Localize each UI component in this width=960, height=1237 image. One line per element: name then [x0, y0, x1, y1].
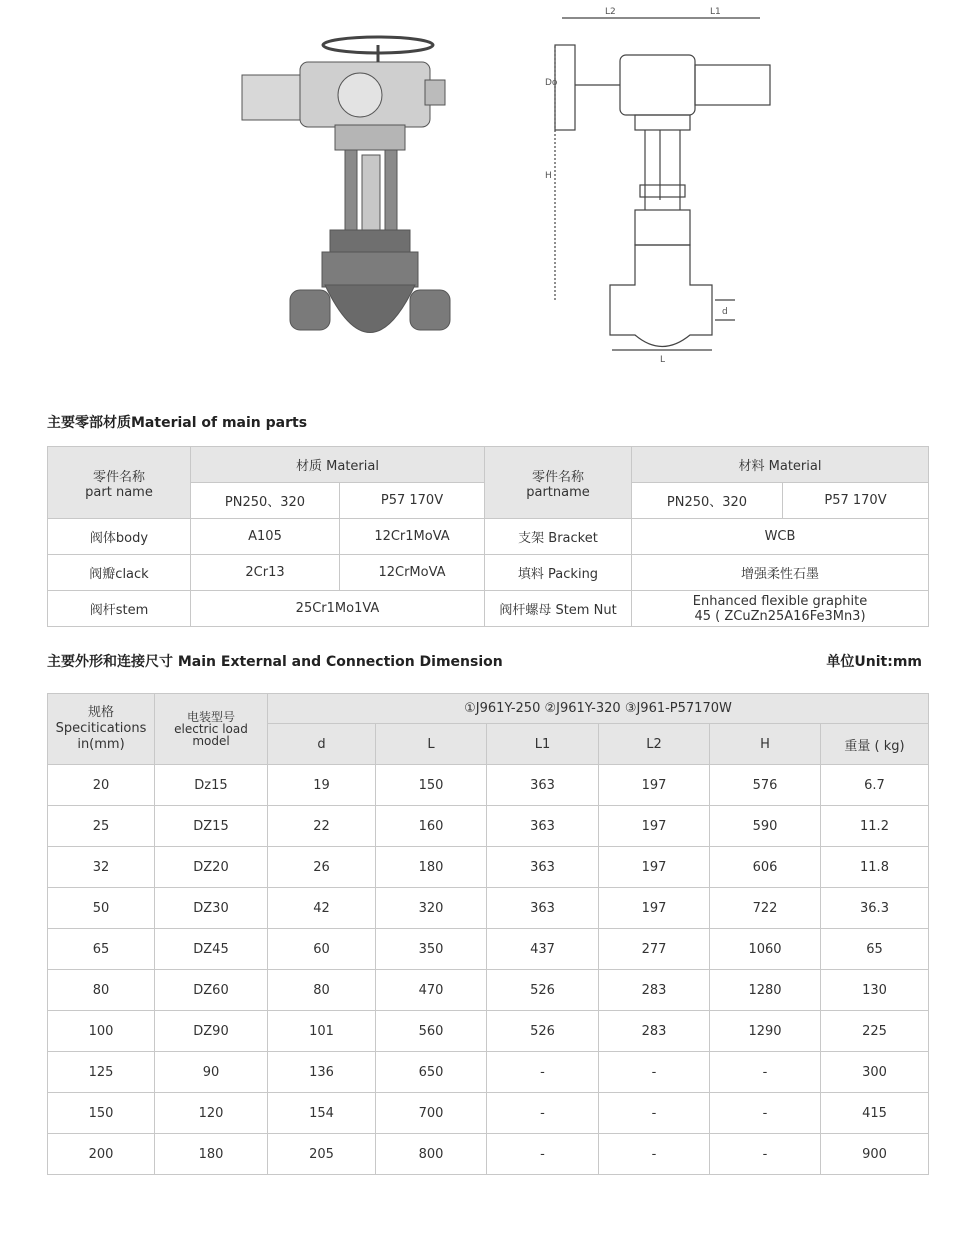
table-cell: 1290	[710, 1011, 821, 1052]
table-row	[48, 765, 929, 806]
valve-photo	[242, 37, 450, 333]
table-cell: 11.8	[821, 847, 929, 888]
table-row	[48, 1011, 929, 1052]
table-cell: 180	[155, 1134, 268, 1175]
valve-drawing	[555, 18, 770, 350]
table-cell: 363	[487, 806, 599, 847]
materials-table	[47, 446, 929, 627]
material-cell: 12CrMoVA	[340, 555, 485, 591]
table-cell: 25	[48, 806, 155, 847]
table-cell: DZ90	[155, 1011, 268, 1052]
col-d: d	[268, 724, 376, 765]
table-cell: 470	[376, 970, 487, 1011]
table-cell: 700	[376, 1093, 487, 1134]
table-cell: 150	[376, 765, 487, 806]
table-cell: 100	[48, 1011, 155, 1052]
table-cell: 526	[487, 1011, 599, 1052]
table-row	[48, 970, 929, 1011]
part-cell: 填料 Packing	[485, 555, 632, 591]
material-col-p57: P57 170V	[340, 483, 485, 519]
table-row	[48, 929, 929, 970]
table-cell: 197	[599, 847, 710, 888]
table-cell: 136	[268, 1052, 376, 1093]
table-cell: -	[710, 1134, 821, 1175]
table-cell: 60	[268, 929, 376, 970]
material-header-2: 材料 Material	[632, 447, 929, 483]
table-cell: 576	[710, 765, 821, 806]
part-cell: 阀杆螺母 Stem Nut	[485, 591, 632, 627]
table-cell: 606	[710, 847, 821, 888]
table-cell: 900	[821, 1134, 929, 1175]
part-cell: 阀体body	[48, 519, 191, 555]
spec-header: 规格 Specitications in(mm)	[48, 694, 155, 765]
table-cell: 1060	[710, 929, 821, 970]
material-cell: 25Cr1Mo1VA	[191, 591, 485, 627]
dimensions-title: 主要外形和连接尺寸 Main External and Connection Dimension	[47, 654, 503, 670]
unit-label: 单位Unit:mm	[826, 654, 922, 670]
part-cell: 阀杆stem	[48, 591, 191, 627]
material-col-pn: PN250、320	[191, 483, 340, 519]
table-cell: 800	[376, 1134, 487, 1175]
part-cell: 阀瓣clack	[48, 555, 191, 591]
part-name-header: 零件名称 part name	[48, 447, 191, 519]
col-l2: L2	[599, 724, 710, 765]
material-cell: Enhanced flexible graphite 45 ( ZCuZn25A16Fe3Mn3)	[632, 591, 929, 627]
table-cell: 205	[268, 1134, 376, 1175]
material-col-pn-2: PN250、320	[632, 483, 783, 519]
table-cell: 415	[821, 1093, 929, 1134]
table-cell: -	[599, 1134, 710, 1175]
dimensions-table	[47, 693, 929, 1175]
table-cell: 300	[821, 1052, 929, 1093]
material-col-p57-2: P57 170V	[783, 483, 929, 519]
table-cell: -	[710, 1052, 821, 1093]
table-cell: 42	[268, 888, 376, 929]
materials-title: 主要零部材质Material of main parts	[47, 415, 308, 431]
table-cell: 90	[155, 1052, 268, 1093]
table-cell: 437	[487, 929, 599, 970]
models-line: ①J961Y-250 ②J961Y-320 ③J961-P57170W	[268, 694, 929, 724]
table-cell: 6.7	[821, 765, 929, 806]
table-cell: DZ30	[155, 888, 268, 929]
table-cell: 130	[821, 970, 929, 1011]
table-cell: 65	[48, 929, 155, 970]
part-cell: 支架 Bracket	[485, 519, 632, 555]
table-cell: 32	[48, 847, 155, 888]
table-cell: Dz15	[155, 765, 268, 806]
table-row	[48, 1134, 929, 1175]
table-cell: 125	[48, 1052, 155, 1093]
model-header: 电装型号 electric load model	[155, 694, 268, 765]
product-figures	[0, 0, 960, 380]
table-cell: -	[487, 1052, 599, 1093]
table-cell: 26	[268, 847, 376, 888]
col-h: H	[710, 724, 821, 765]
table-cell: 283	[599, 1011, 710, 1052]
label-d: d	[722, 307, 728, 317]
table-cell: 19	[268, 765, 376, 806]
label-h: H	[545, 171, 552, 181]
table-cell: 350	[376, 929, 487, 970]
material-cell: 2Cr13	[191, 555, 340, 591]
table-row	[48, 806, 929, 847]
table-row	[48, 519, 929, 555]
table-cell: 150	[48, 1093, 155, 1134]
table-cell: 277	[599, 929, 710, 970]
col-weight: 重量 ( kg)	[821, 724, 929, 765]
table-cell: 22	[268, 806, 376, 847]
table-cell: 722	[710, 888, 821, 929]
table-cell: 320	[376, 888, 487, 929]
table-cell: 590	[710, 806, 821, 847]
table-row	[48, 1093, 929, 1134]
table-cell: DZ45	[155, 929, 268, 970]
table-cell: 283	[599, 970, 710, 1011]
label-do: Do	[545, 78, 558, 88]
table-row	[48, 1052, 929, 1093]
table-cell: DZ20	[155, 847, 268, 888]
table-cell: 363	[487, 847, 599, 888]
material-header: 材质 Material	[191, 447, 485, 483]
table-cell: DZ60	[155, 970, 268, 1011]
table-cell: -	[487, 1093, 599, 1134]
table-cell: DZ15	[155, 806, 268, 847]
table-cell: -	[710, 1093, 821, 1134]
table-cell: -	[599, 1052, 710, 1093]
table-cell: 120	[155, 1093, 268, 1134]
col-l: L	[376, 724, 487, 765]
label-l1: L1	[710, 7, 721, 17]
table-cell: 80	[48, 970, 155, 1011]
table-cell: 80	[268, 970, 376, 1011]
table-cell: 197	[599, 765, 710, 806]
table-cell: 363	[487, 888, 599, 929]
table-cell: 160	[376, 806, 487, 847]
table-cell: 65	[821, 929, 929, 970]
label-l2: L2	[605, 7, 616, 17]
table-cell: 363	[487, 765, 599, 806]
material-cell: 增强柔性石墨	[632, 555, 929, 591]
table-cell: 526	[487, 970, 599, 1011]
table-cell: 225	[821, 1011, 929, 1052]
part-name-header-2: 零件名称 partname	[485, 447, 632, 519]
label-l: L	[660, 355, 666, 365]
table-cell: 197	[599, 806, 710, 847]
table-cell: 154	[268, 1093, 376, 1134]
table-cell: 11.2	[821, 806, 929, 847]
table-cell: -	[487, 1134, 599, 1175]
table-row	[48, 847, 929, 888]
col-l1: L1	[487, 724, 599, 765]
table-cell: 560	[376, 1011, 487, 1052]
table-row	[48, 555, 929, 591]
table-cell: -	[599, 1093, 710, 1134]
table-row	[48, 888, 929, 929]
table-cell: 650	[376, 1052, 487, 1093]
material-cell: WCB	[632, 519, 929, 555]
table-cell: 50	[48, 888, 155, 929]
table-cell: 20	[48, 765, 155, 806]
table-cell: 200	[48, 1134, 155, 1175]
material-cell: A105	[191, 519, 340, 555]
material-cell: 12Cr1MoVA	[340, 519, 485, 555]
table-cell: 1280	[710, 970, 821, 1011]
table-cell: 36.3	[821, 888, 929, 929]
valve-illustrations	[0, 0, 960, 380]
table-cell: 197	[599, 888, 710, 929]
table-cell: 101	[268, 1011, 376, 1052]
table-cell: 180	[376, 847, 487, 888]
table-row	[48, 591, 929, 627]
